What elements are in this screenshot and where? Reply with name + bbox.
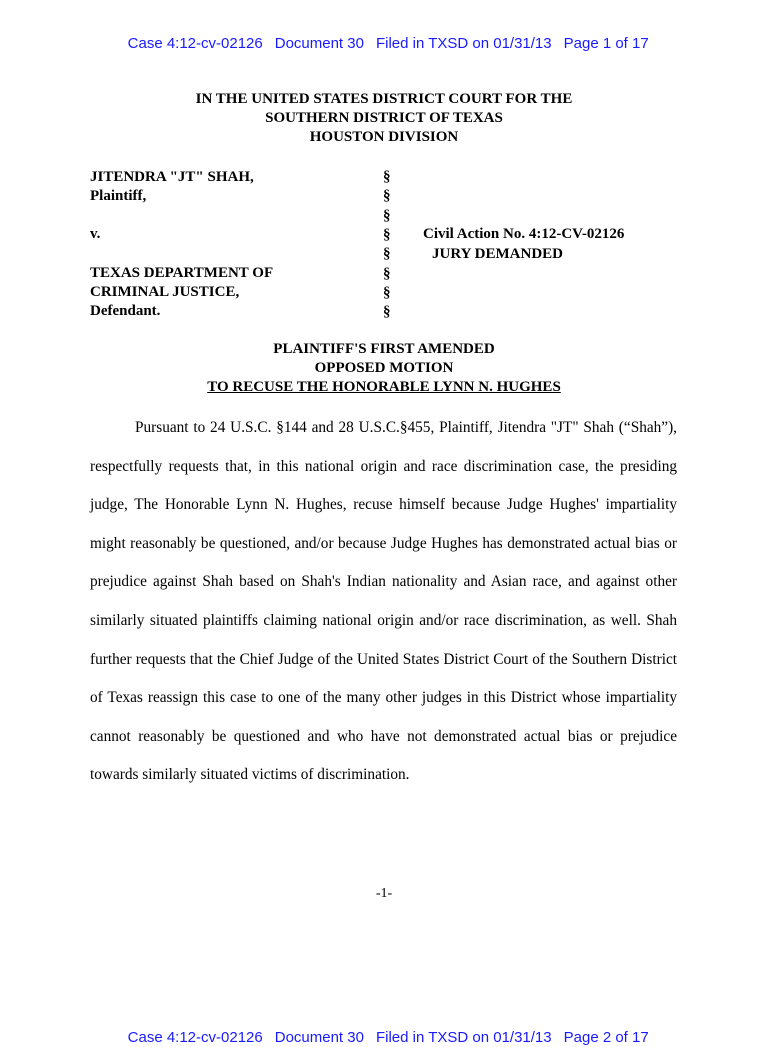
next-page-ecf-header	[0, 1011, 768, 1047]
court-line-1: IN THE UNITED STATES DISTRICT COURT FOR THE	[195, 91, 573, 107]
motion-title	[0, 340, 768, 397]
next-header-page-count: Page 2 of 17	[563, 1029, 649, 1046]
body-paragraph: Pursuant to 24 U.S.C. §144 and 28 U.S.C.§455, Plaintiff, Jitendra "JT" Shah (“Shah”), respectfully requests that, in this national origin and race discrimination case, the presiding judge, The Honorable Lynn N. Hughes, recuse himself because Judge Hughes' impartiality might reasonably be questioned, and/or because Judge Hughes has demonstrated actual bias or prejudice against Shah based on Shah's Indian nationality and Asian race, and against other similarly situated plaintiffs claiming national origin and/or race discrimination, as well. Shah further requests that the Chief Judge of the United States District Court of the Southern District of Texas reassign this case to one of the many other judges in this District whose impartiality cannot reasonably be questioned and who have not demonstrated actual bias or prejudice towards similarly situated victims of discrimination.	[90, 419, 677, 784]
section-symbol: §	[383, 284, 391, 301]
section-symbol: §	[383, 265, 391, 282]
page-number: -1-	[375, 886, 393, 901]
motion-title-line-1: PLAINTIFF'S FIRST AMENDED	[273, 341, 495, 357]
next-header-case-number: Case 4:12-cv-02126	[127, 1029, 263, 1046]
section-symbol: §	[383, 304, 391, 321]
header-page-count: Page 1 of 17	[563, 35, 649, 52]
section-symbol: §	[383, 246, 391, 263]
court-line-3: HOUSTON DIVISION	[309, 129, 459, 145]
header-document-number: Document 30	[274, 35, 364, 52]
section-symbol: §	[383, 207, 391, 224]
next-header-document-number: Document 30	[274, 1029, 364, 1046]
section-symbol: §	[383, 188, 391, 205]
header-filed-date: Filed in TXSD on 01/31/13	[375, 35, 552, 52]
versus: v.	[90, 226, 101, 242]
motion-title-line-2: OPPOSED MOTION	[314, 360, 454, 376]
plaintiff-name: JITENDRA "JT" SHAH,	[90, 169, 254, 185]
defendant-line-2: CRIMINAL JUSTICE,	[90, 284, 240, 300]
section-symbol: §	[383, 169, 391, 185]
motion-title-line-3: TO RECUSE THE HONORABLE LYNN N. HUGHES	[207, 379, 561, 395]
court-line-2: SOUTHERN DISTRICT OF TEXAS	[265, 110, 503, 126]
header-case-number: Case 4:12-cv-02126	[127, 35, 263, 52]
section-symbol: §	[383, 226, 391, 243]
court-heading	[0, 90, 768, 147]
ecf-header	[0, 17, 768, 53]
defendant-line-1: TEXAS DEPARTMENT OF	[90, 265, 274, 281]
next-header-filed-date: Filed in TXSD on 01/31/13	[375, 1029, 552, 1046]
defendant-role: Defendant.	[90, 303, 161, 319]
jury-demanded: JURY DEMANDED	[432, 246, 563, 262]
civil-action-number: Civil Action No. 4:12-CV-02126	[423, 226, 625, 242]
plaintiff-role: Plaintiff,	[90, 188, 147, 204]
